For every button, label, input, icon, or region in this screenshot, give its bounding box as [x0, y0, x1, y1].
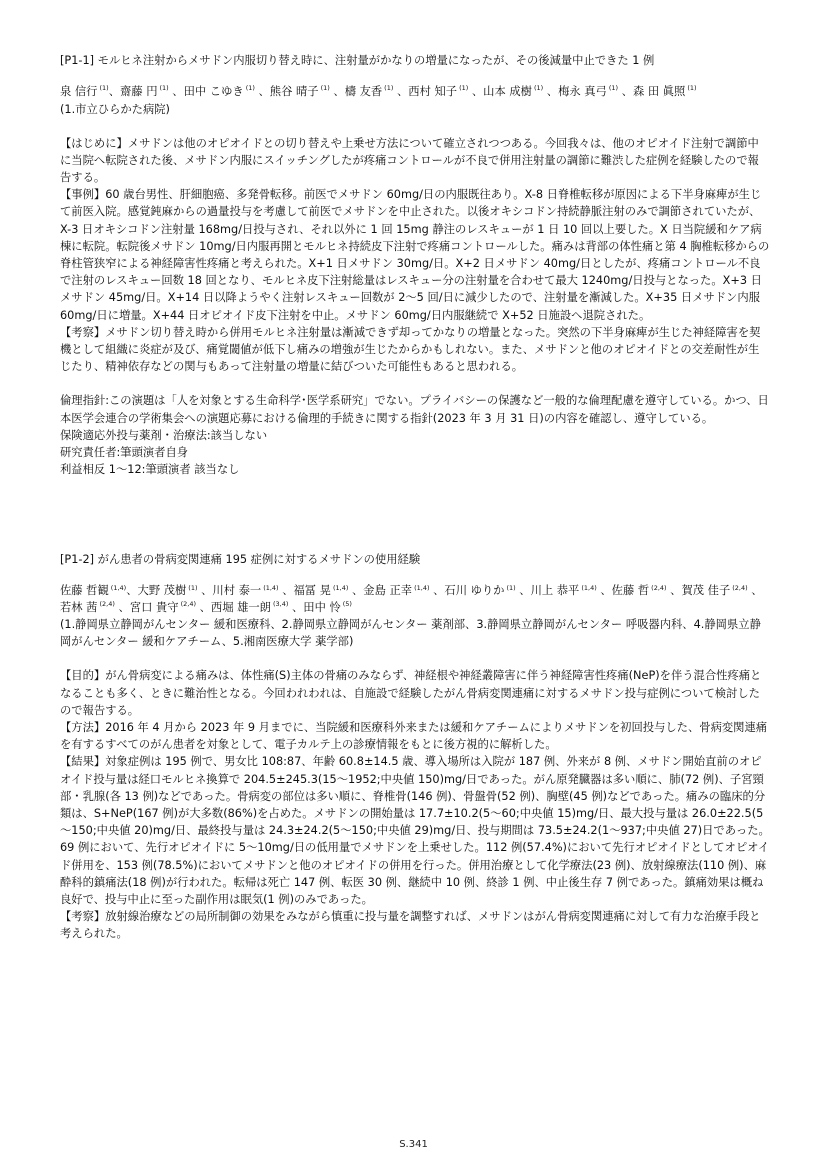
section-case: 【事例】60 歳台男性、肝細胞癌、多発骨転移。前医でメサドン 60mg/日の内服既往あり。X-8 日脊椎転移が原因による下半身麻痺が生じて前医入院。感覚鈍麻からの過量投与を考慮して前医でメサドンを中止された。以後オキシコドン持続静脈注射のみで調節されていたが、X-3 日オキシコドン注射量 168mg/日投与され、それ以外に 1 回 15mg 静注のレスキューが 1 日 10 回以上要した。X 日当院緩和ケア病棟に転院。転院後メサドン 10mg/日内服再開とモルヒネ持続皮下注射で疼痛コントロールした。痛みは背部の体性痛と第 4 胸椎転移からの脊柱管狭窄による神経障害性疼痛と考えられた。X+1 日メサドン 30mg/日。X+2 日メサドン 40mg/日としたが、疼痛コントロール不良で注射のレスキュー回数 18 回となり、モルヒネ皮下注射総量はレスキュー分の注射量を合わせて最大 1240mg/日投与となった。X+3 日メサドン 45mg/日。X+14 日以降ようやく注射レスキュー回数が 2～5 回/日に減少したので、注射量を漸減した。X+35 日メサドン内服 60mg/日に増量。X+44 日オピオイド皮下注射を中止。メサドン 60mg/日内服継続で X+52 日施設へ退院された。 [60, 188, 770, 322]
abstract-p1-2 [60, 551, 770, 942]
author: 石川 ゆりか $^{(1)}$ [444, 583, 516, 598]
author: 山本 成樹 $^{(1)}$ [483, 84, 544, 98]
author: 福冨 晃 $^{(1,4)}$ [293, 583, 349, 598]
author: 川村 泰一 $^{(1,4)}$ [212, 583, 279, 598]
author: 賀茂 佳子 $^{(2,4)}$ [681, 583, 748, 598]
author-list: 泉 信行 $^{(1)}$、齋藤 円 $^{(1)}$ 、田中 こゆき $^{(1)}$ 、熊谷 晴子 $^{(1)}$ 、檮 友香 $^{(1)}$ 、西村 知子 $^{(1)}$ 、山本 成樹 $^{(1)}$ 、梅永 真弓 $^{(1)}$ 、森 田 眞照 $^{(1)}$ (1.市立ひらかた病院) [60, 84, 770, 118]
author: 田中 怜 $^{(5)}$ [303, 600, 352, 614]
author: 泉 信行 $^{(1)}$ [60, 84, 109, 98]
author: 佐藤 哲 $^{(2,4)}$ [611, 583, 667, 598]
abstract-body [60, 135, 770, 376]
author: 宮口 貴守 $^{(2,4)}$ [129, 600, 196, 614]
off-label-use: 保険適応外投与薬剤・治療法:該当しない [60, 428, 268, 442]
section-discussion: 【考察】放射線治療などの局所制御の効果をみながら慎重に投与量を調整すれば、メサドンはがん骨病変関連痛に対して有力な治療手段と考えられた。 [60, 910, 761, 941]
abstract-title: [P1-2] がん患者の骨病変関連痛 195 症例に対するメサドンの使用経験 [60, 553, 421, 567]
conflict-of-interest: 利益相反 1～12:筆頭演者 該当なし [60, 463, 240, 477]
section-methods: 【方法】2016 年 4 月から 2023 年 9 月までに、当院緩和医療科外来または緩和ケアチームによりメサドンを初回投与した、骨病変関連痛を有するすべてのがん患者を対象として、電子カルテ上の診療情報をもとに後方視的に解析した。 [60, 720, 768, 752]
author: 齋藤 円 $^{(1)}$ [120, 84, 169, 98]
page-content [60, 52, 770, 943]
section-discussion: 【考察】メサドン切り替え時から併用モルヒネ注射量は漸減できず却ってかなりの増量となった。突然の下半身麻痺が生じた神経障害を契機として組織に炎症が及び、痛覚閾値が低下し痛みの増強が生じたからかもしれない。また、メサドンと他のオピオイドとの交差耐性が生じたり、精神依存などの関与もあって注射量の増量に結びついた可能性もあると思われる。 [60, 325, 761, 374]
affiliation: (1.市立ひらかた病院) [60, 102, 170, 116]
page-number: S.341 [399, 1139, 428, 1150]
abstract-p1-1 [60, 52, 770, 478]
abstract-body [60, 667, 770, 942]
author: 梅永 真弓 $^{(1)}$ [558, 84, 619, 98]
ethics-guideline: 倫理指針:この演題は「人を対象とする生命科学･医学系研究」でない。プライバシーの保護など一般的な倫理配慮を遵守している。かつ、日本医学会連合の学術集会への演題応募における倫理的手続きに関する指針(2023 年 3 月 31 日)の内容を確認し、遵守している。 [60, 394, 769, 425]
abstract-title: [P1-1] モルヒネ注射からメサドン内服切り替え時に、注射量がかなりの増量になったが、その後減量中止できた 1 例 [60, 54, 655, 67]
section-introduction: 【はじめに】メサドンは他のオピオイドとの切り替えや上乗せ方法について確立されつつある。今回我々は、他のオピオイド注射で調節中に当院へ転院された後、メサドン内服にスイッチングしたが疼痛コントロールが不良で併用注射量の調節に難渋した症例を経験したので報告する。 [60, 136, 759, 184]
author: 金島 正幸 $^{(1,4)}$ [363, 583, 430, 598]
author: 若林 茜 $^{(2,4)}$ [60, 600, 115, 614]
author: 西村 知子 $^{(1)}$ [408, 84, 469, 98]
section-results: 【結果】対象症例は 195 例で、男女比 108:87、年齢 60.8±14.5 歳、導入場所は入院が 187 例、外来が 8 例、メサドン開始直前のオピオイド投与量は経口モルヒネ換算で 204.5±245.3(15～1952;中央値 150)mg/日であった。がん原発臓器は多い順に、肺(72 例)、子宮頸部・乳腺(各 13 例)などであった。骨病変の部位は多い順に、脊椎骨(146 例)、骨盤骨(52 例)、胸壁(45 例)などであった。痛みの臨床的分類は、S+NeP(167 例)が大多数(86%)を占めた。メサドンの開始量は 17.7±10.2(5～60;中央値 15)mg/日、最大投与量は 26.0±22.5(5～150;中央値 20)mg/日、最終投与量は 24.3±24.2(5～150;中央値 29)mg/日、投与期間は 73.5±24.2(1～937;中央値 27)日であった。69 例において、先行オピオイドに 5～10mg/日の低用量でメサドンを上乗せした。112 例(57.4%)において先行オピオイドとしてオピオイド併用を、153 例(78.5%)においてメサドンと他のオピオイドの併用を行った。併用治療として化学療法(23 例)、放射線療法(110 例)、麻酔科的鎮痛法(18 例)が行われた。転帰は死亡 147 例、転医 30 例、継続中 10 例、終診 1 例、中止後生存 7 例であった。鎮痛効果は概ね良好で、投与中止に至った副作用は眠気(1 例)のみであった。 [60, 755, 770, 906]
author: 大野 茂樹 $^{(1)}$ [137, 583, 198, 598]
author: 森 田 眞照 $^{(1)}$ [632, 84, 697, 98]
author: 田中 こゆき $^{(1)}$ [183, 84, 255, 98]
author: 熊谷 晴子 $^{(1)}$ [269, 84, 330, 98]
author: 檮 友香 $^{(1)}$ [344, 84, 394, 98]
section-objective: 【目的】がん骨病変による痛みは、体性痛(S)主体の骨痛のみならず、神経根や神経叢障害に伴う神経障害性疼痛(NeP)を伴う混合性疼痛となることも多く、ときに難治性となる。今回われわれは、自施設で経験したがん骨病変関連痛に対するメサドン投与症例について検討したので報告する。 [60, 669, 762, 717]
research-responsible: 研究責任者:筆頭演者自身 [60, 445, 189, 459]
affiliation: (1.静岡県立静岡がんセンター 緩和医療科、2.静岡県立静岡がんセンター 薬剤部、3.静岡県立静岡がんセンター 呼吸器内科、4.静岡県立静岡がんセンター 緩和ケアチーム、5.湘南医療大学 薬学部) [60, 618, 761, 649]
author: 西堀 雄一朗 $^{(3,4)}$ [210, 600, 289, 614]
author: 川上 恭平 $^{(1,4)}$ [530, 583, 597, 598]
author: 佐藤 哲観 $^{(1,4)}$ [60, 583, 127, 598]
author-list: 佐藤 哲観 $^{(1,4)}$、大野 茂樹 $^{(1)}$ 、川村 泰一 $^{(1,4)}$ 、福冨 晃 $^{(1,4)}$ 、金島 正幸 $^{(1,4)}$ 、石川 ゆりか $^{(1)}$ 、川上 恭平 $^{(1,4)}$ 、佐藤 哲 $^{(2,4)}$ 、賀茂 佳子 $^{(2,4)}$ 、若林 茜 $^{(2,4)}$ 、宮口 貴守 $^{(2,4)}$ 、西堀 雄一朗 $^{(3,4)}$ 、田中 怜 $^{(5)}$ (1.静岡県立静岡がんセンター 緩和医療科、2.静岡県立静岡がんセンター 薬剤部、3.静岡県立静岡がんセンター 呼吸器内科、4.静岡県立静岡がんセンター 緩和ケアチーム、5.湘南医療大学 薬学部) [60, 583, 770, 650]
ethics-statement [60, 392, 770, 478]
